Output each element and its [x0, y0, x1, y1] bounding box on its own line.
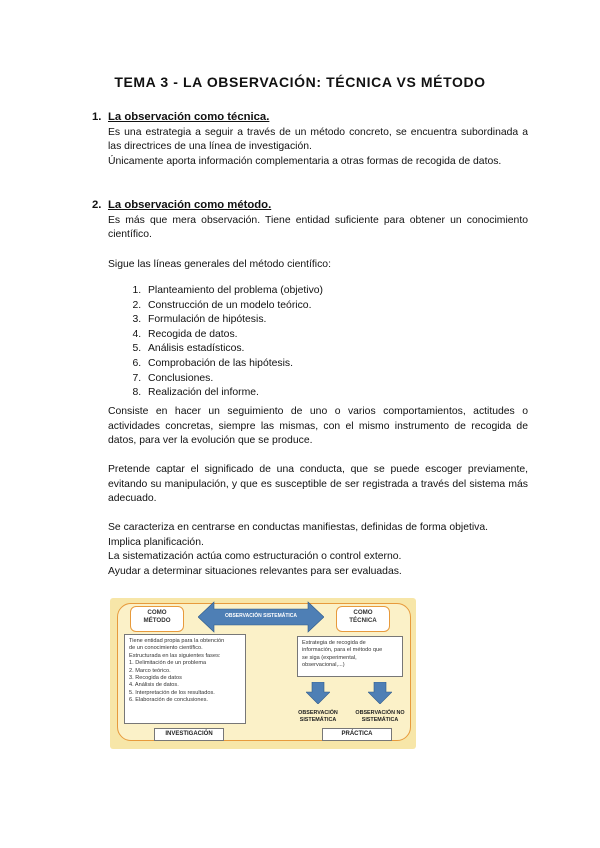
- section-heading: [92, 110, 528, 125]
- list-item: 2. Construcción de un modelo teórico.: [144, 299, 323, 314]
- section-title: La observación como técnica.: [108, 111, 270, 123]
- list-item: 4. Recogida de datos.: [144, 328, 323, 343]
- section-number: 2.: [92, 199, 102, 211]
- section-metodo: [92, 198, 528, 243]
- investigacion-label: INVESTIGACIÓN: [154, 728, 224, 741]
- method-steps-list: [108, 284, 323, 401]
- text-line: Estructurada en las siguientes fases:: [129, 652, 221, 659]
- arrow-label: OBSERVACIÓN SISTEMÁTICA: [224, 613, 298, 619]
- text-line: Estrategia de recogida de: [302, 640, 366, 646]
- down-arrow-icon: [368, 682, 392, 704]
- text-line: Tiene entidad propia para la obtención: [129, 638, 225, 644]
- como-metodo-tag: COMO MÉTODO: [130, 606, 184, 632]
- section-body: [92, 126, 528, 170]
- section-heading: [92, 198, 528, 213]
- list-item: 6. Comprobación de las hipótesis.: [144, 357, 323, 372]
- text-line: de un conocimiento científico.: [129, 645, 203, 652]
- text-line: Ayudar a determinar situaciones relevantes para ser evaluadas.: [108, 565, 402, 577]
- paragraph-pretende: Pretende captar el significado de una conducta, que se puede escoger previamente, evitando su manipulación, y que es susceptible de ser registrada a través del sistema más adecuado.: [108, 464, 528, 505]
- text-line: La sistematización actúa como estructuración o control externo.: [108, 551, 402, 563]
- paragraph: Es una estrategia a seguir a través de un método concreto, se encuentra subordinada a las directrices de una línea de investigación.: [108, 126, 528, 153]
- list-item: 3. Formulación de hipótesis.: [144, 313, 323, 328]
- list-item: 7. Conclusiones.: [144, 372, 323, 387]
- section-title: La observación como método.: [108, 199, 272, 211]
- list-item: 5. Análisis estadísticos.: [144, 342, 323, 357]
- page-title: TEMA 3 - LA OBSERVACIÓN: TÉCNICA VS MÉTODO: [114, 74, 486, 90]
- text-line: 2. Marco teórico.: [129, 667, 171, 674]
- final-lines: [108, 521, 528, 579]
- text-line: Se caracteriza en centrarse en conductas manifiestas, definidas de forma objetiva.: [108, 522, 489, 533]
- paragraph: Es más que mera observación. Tiene entidad suficiente para obtener un conocimiento científico.: [108, 214, 528, 241]
- text-line: 1. Delimitación de un problema: [129, 660, 207, 667]
- down-arrow-icon: [306, 682, 330, 704]
- text-line: 6. Elaboración de conclusiones.: [129, 697, 208, 704]
- text-line: 3. Recogida de datos: [129, 675, 182, 682]
- observacion-sistematica-caption: OBSERVACIÓN SISTEMÁTICA: [298, 710, 338, 723]
- text-line: 4. Análisis de datos.: [129, 682, 179, 689]
- observation-diagram: [110, 598, 416, 749]
- text-line: Implica planificación.: [108, 536, 204, 548]
- observacion-no-sistematica-caption: OBSERVACIÓN NO SISTEMÁTICA: [355, 710, 405, 723]
- paragraph-consiste: Consiste en hacer un seguimiento de uno o varios comportamientos, actitudes o actividades concretas, siempre las mismas, con el mismo instrumento de recogida de datos, para ver la evolución que se produce.: [108, 406, 528, 447]
- list-item: 1. Planteamiento del problema (objetivo): [144, 284, 323, 299]
- metodo-description-box: [124, 634, 246, 724]
- section-number: 1.: [92, 111, 102, 123]
- paragraph: Únicamente aporta información complementaria a otras formas de recogida de datos.: [108, 155, 502, 167]
- section-tecnica: [92, 110, 528, 169]
- como-tecnica-tag: COMO TÉCNICA: [336, 606, 390, 632]
- text-line: se siga (experimental,: [302, 654, 357, 661]
- text-line: información, para el método que: [302, 647, 383, 654]
- text-line: 5. Interpretación de los resultados.: [129, 689, 215, 696]
- tecnica-description-box: [297, 636, 403, 677]
- list-item: 8. Realización del informe.: [144, 386, 323, 401]
- practica-label: PRÁCTICA: [322, 728, 392, 741]
- steps-intro: Sigue las líneas generales del método científico:: [108, 259, 331, 270]
- section-body: [92, 214, 528, 243]
- text-line: observacional,...): [302, 662, 345, 669]
